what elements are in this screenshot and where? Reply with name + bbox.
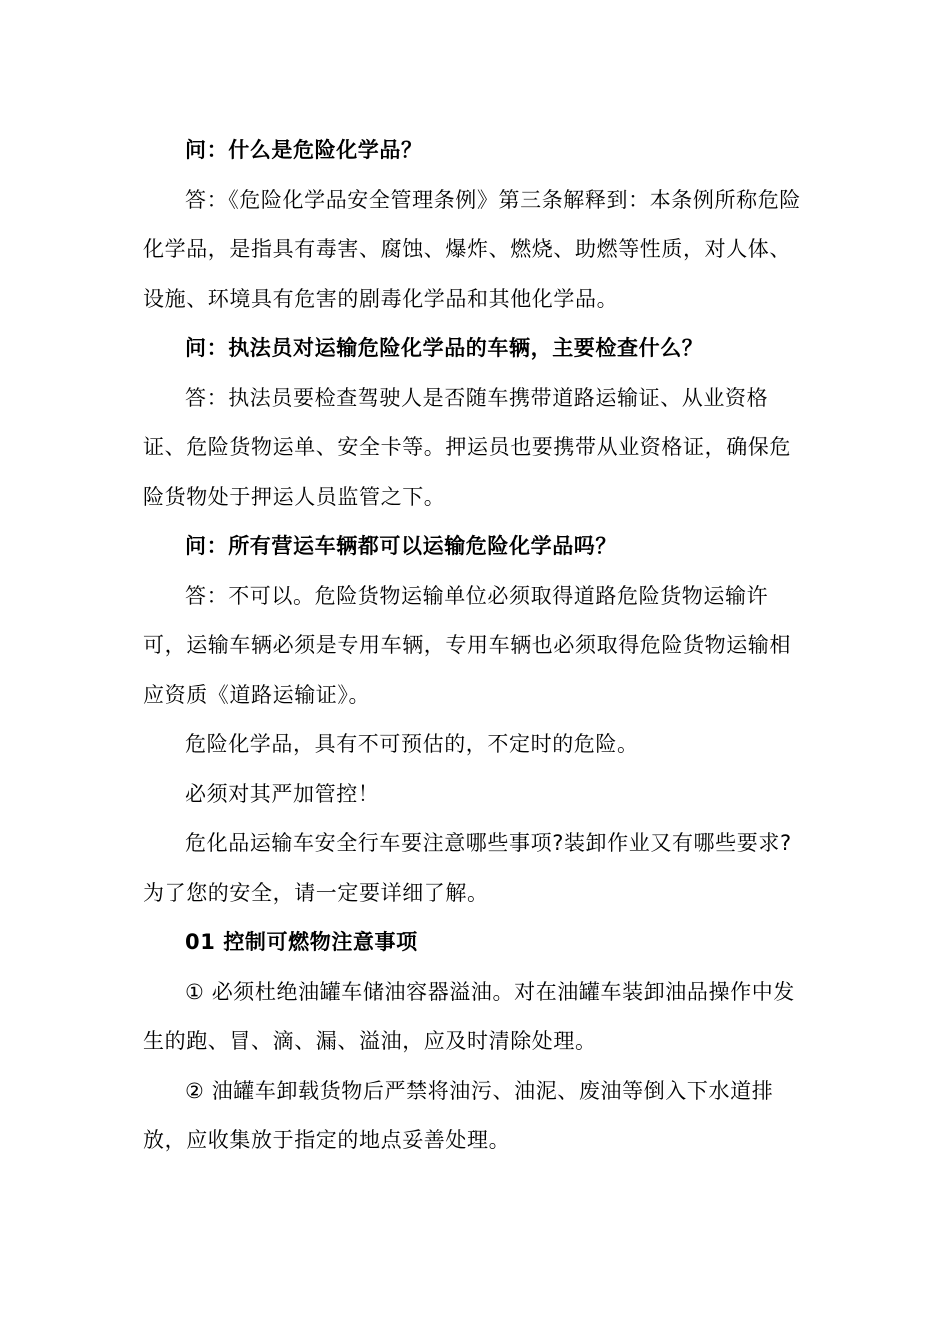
answer-paragraph: 答：不可以。危险货物运输单位必须取得道路危险货物运输许可，运输车辆必须是专用车辆，专用车辆也必须取得危险货物运输相应资质《道路运输证》。 [143, 583, 791, 707]
question-heading: 问：什么是危险化学品？ [185, 138, 423, 162]
answer-paragraph: 答：《危险化学品安全管理条例》第三条解释到：本条例所称危险化学品，是指具有毒害、腐蚀、爆炸、燃烧、助燃等性质，对人体、设施、环境具有危害的剧毒化学品和其他化学品。 [143, 187, 801, 311]
body-paragraph: 危险化学品，具有不可预估的，不定时的危险。 [185, 732, 639, 756]
question-heading: 问：所有营运车辆都可以运输危险化学品吗？ [185, 534, 617, 558]
body-paragraph: 危化品运输车安全行车要注意哪些事项?装卸作业又有哪些要求?为了您的安全，请一定要详细了解。 [143, 831, 792, 905]
body-paragraph: 必须对其严加管控！ [185, 781, 380, 806]
list-item-paragraph: ② 油罐车卸载货物后严禁将油污、油泥、废油等倒入下水道排放，应收集放于指定的地点妥善处理。 [143, 1078, 774, 1152]
document-body [143, 126, 808, 1166]
section-heading: 01 控制可燃物注意事项 [185, 930, 418, 954]
list-item-paragraph: ① 必须杜绝油罐车储油容器溢油。对在油罐车装卸油品操作中发生的跑、冒、滴、漏、溢油，应及时清除处理。 [143, 979, 795, 1053]
question-heading: 问：执法员对运输危险化学品的车辆，主要检查什么？ [185, 336, 704, 360]
answer-paragraph: 答：执法员要检查驾驶人是否随车携带道路运输证、从业资格证、危险货物运单、安全卡等。押运员也要携带从业资格证，确保危险货物处于押运人员监管之下。 [143, 385, 791, 509]
